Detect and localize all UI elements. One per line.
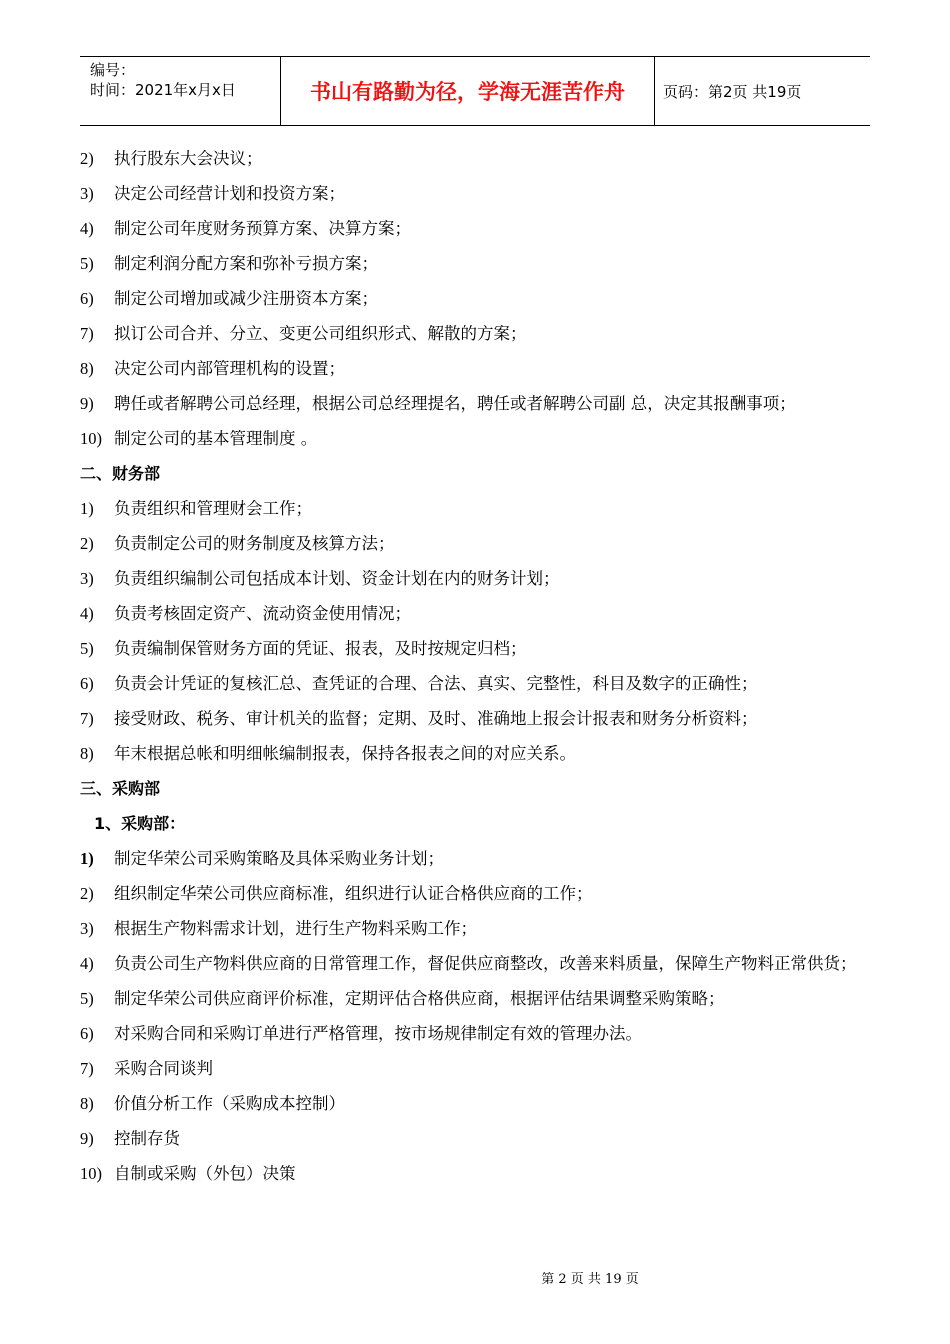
list-item: 4) 负责考核固定资产、流动资金使用情况； — [80, 604, 411, 623]
section-title-purchasing: 三、采购部 — [80, 779, 161, 798]
list-item: 6) 对采购合同和采购订单进行严格管理，按市场规律制定有效的管理办法。 — [80, 1024, 642, 1043]
header-meta — [80, 57, 281, 125]
document-body — [80, 141, 875, 1191]
list-item: 2) 负责制定公司的财务制度及核算方法； — [80, 534, 395, 553]
page-header — [80, 56, 870, 126]
list-item: 6) 制定公司增加或减少注册资本方案； — [80, 289, 378, 308]
list-item: 5) 负责编制保管财务方面的凭证、报表，及时按规定归档； — [80, 639, 527, 658]
list-item: 7) 采购合同谈判 — [80, 1059, 213, 1078]
list-item: 5) 制定华荣公司供应商评价标准，定期评估合格供应商，根据评估结果调整采购策略； — [80, 989, 725, 1008]
code-label: 编号： — [90, 61, 136, 79]
list-item: 1) 负责组织和管理财会工作； — [80, 499, 312, 518]
time-label: 时间：2021年x月x日 — [90, 81, 236, 99]
list-item: 7) 拟订公司合并、分立、变更公司组织形式、解散的方案； — [80, 324, 527, 343]
list-item: 7) 接受财政、税务、审计机关的监督；定期、及时、准确地上报会计报表和财务分析资料； — [80, 709, 758, 728]
list-item: 2) 组织制定华荣公司供应商标准，组织进行认证合格供应商的工作； — [80, 884, 593, 903]
list-item: 10) 自制或采购（外包）决策 — [80, 1164, 296, 1183]
list-item: 9) 聘任或者解聘公司总经理，根据公司总经理提名，聘任或者解聘公司副 总，决定其报酬事项； — [80, 394, 796, 413]
list-item: 3) 负责组织编制公司包括成本计划、资金计划在内的财务计划； — [80, 569, 560, 588]
header-motto: 书山有路勤为径，学海无涯苦作舟 — [281, 57, 655, 125]
list-item: 8) 决定公司内部管理机构的设置； — [80, 359, 345, 378]
list-item: 3) 根据生产物料需求计划，进行生产物料采购工作； — [80, 919, 477, 938]
list-item: 4) 负责公司生产物料供应商的日常管理工作，督促供应商整改，改善来料质量，保障生产物料正常供货； — [80, 954, 857, 973]
list-item: 8) 价值分析工作（采购成本控制） — [80, 1094, 345, 1113]
list-item: 6) 负责会计凭证的复核汇总、查凭证的合理、合法、真实、完整性，科目及数字的正确性； — [80, 674, 758, 693]
list-item: 4) 制定公司年度财务预算方案、决算方案； — [80, 219, 411, 238]
subsection-title: 1、采购部： — [94, 814, 186, 833]
list-item: 2) 执行股东大会决议； — [80, 149, 263, 168]
page-footer: 第 2 页 共 19 页 — [541, 1272, 639, 1287]
list-item: 5) 制定利润分配方案和弥补亏损方案； — [80, 254, 378, 273]
header-page-info: 页码：第2页 共19页 — [663, 82, 802, 101]
list-item: 8) 年末根据总帐和明细帐编制报表，保持各报表之间的对应关系。 — [80, 744, 576, 763]
section-title-finance: 二、财务部 — [80, 464, 161, 483]
list-item: 3) 决定公司经营计划和投资方案； — [80, 184, 345, 203]
list-item: 9) 控制存货 — [80, 1129, 180, 1148]
list-item: 10) 制定公司的基本管理制度 。 — [80, 429, 318, 448]
list-item: 1) 制定华荣公司采购策略及具体采购业务计划； — [80, 849, 444, 868]
